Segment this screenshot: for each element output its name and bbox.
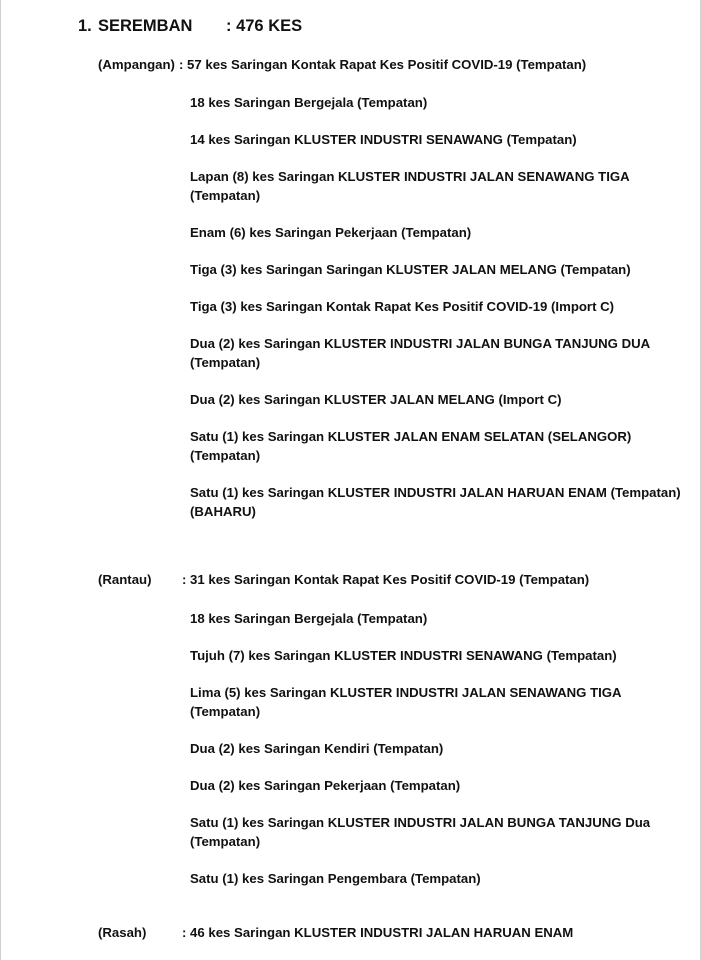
case-item: Dua (2) kes Saringan Kendiri (Tempatan) [190,741,444,756]
case-item: Satu (1) kes Saringan KLUSTER INDUSTRI JALAN HARUAN ENAM (Tempatan) (BAHARU) [190,485,681,519]
case-item: Tujuh (7) kes Saringan KLUSTER INDUSTRI SENAWANG (Tempatan) [190,648,617,663]
case-item: 14 kes Saringan KLUSTER INDUSTRI SENAWANG (Tempatan) [190,132,577,147]
case-item: Dua (2) kes Saringan KLUSTER JALAN MELANG (Import C) [190,392,562,407]
area-label-ampangan: (Ampangan) [98,57,175,72]
case-item: Tiga (3) kes Saringan Kontak Rapat Kes Positif COVID-19 (Import C) [190,299,615,314]
case-item: Tiga (3) kes Saringan Saringan KLUSTER JALAN MELANG (Tempatan) [190,262,631,277]
case-item: Lima (5) kes Saringan KLUSTER INDUSTRI JALAN SENAWANG TIGA (Tempatan) [190,685,622,719]
case-item: Satu (1) kes Saringan KLUSTER INDUSTRI JALAN BUNGA TANJUNG Dua (Tempatan) [190,815,651,849]
district-total: : 476 KES [226,17,303,35]
case-item: 18 kes Saringan Bergejala (Tempatan) [190,611,428,626]
case-item: Dua (2) kes Saringan Pekerjaan (Tempatan) [190,778,461,793]
case-item: 18 kes Saringan Bergejala (Tempatan) [190,95,428,110]
area-first-line: : 31 kes Saringan Kontak Rapat Kes Positif COVID-19 (Tempatan) [182,572,590,587]
district-heading [78,17,302,36]
case-item: Satu (1) kes Saringan KLUSTER JALAN ENAM SELATAN (SELANGOR) (Tempatan) [190,429,632,463]
area-first-line: : 46 kes Saringan KLUSTER INDUSTRI JALAN HARUAN ENAM [182,925,574,940]
heading-number: 1. [78,17,92,35]
area-label-rantau: (Rantau) [98,572,152,587]
case-item: Dua (2) kes Saringan KLUSTER INDUSTRI JALAN BUNGA TANJUNG DUA (Tempatan) [190,336,650,370]
area-first-line: : 57 kes Saringan Kontak Rapat Kes Positif COVID-19 (Tempatan) [179,57,587,72]
case-item: Enam (6) kes Saringan Pekerjaan (Tempatan) [190,225,472,240]
case-item: Satu (1) kes Saringan Pengembara (Tempatan) [190,871,481,886]
case-item: Lapan (8) kes Saringan KLUSTER INDUSTRI JALAN SENAWANG TIGA (Tempatan) [190,169,630,203]
district-name: SEREMBAN [98,17,193,35]
area-label-rasah: (Rasah) [98,925,147,940]
